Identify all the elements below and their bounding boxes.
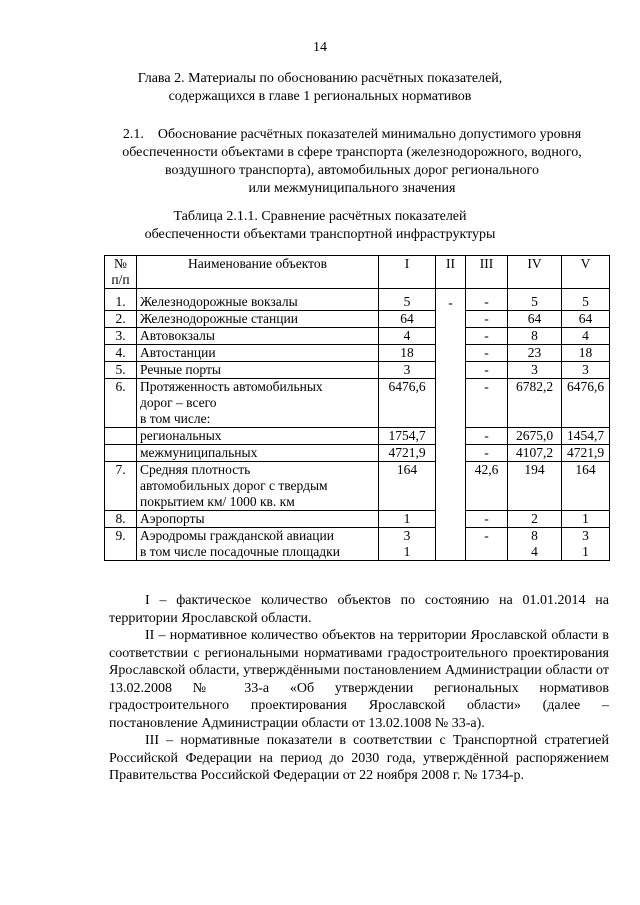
cell-v: 64	[562, 311, 610, 328]
cell-ii	[436, 445, 466, 462]
cell-iv: 2	[508, 511, 562, 528]
table-row	[105, 445, 610, 462]
cell-ii	[436, 428, 466, 445]
cell-v: 6476,6	[562, 379, 610, 428]
cell-ii	[436, 311, 466, 328]
row-num: 6.	[105, 379, 137, 428]
cell-iii: -	[466, 511, 508, 528]
table-header-row	[105, 256, 610, 289]
cell-ii	[436, 328, 466, 345]
cell-iii: -	[466, 345, 508, 362]
row-name: региональных	[137, 428, 379, 445]
row-name: Речные порты	[137, 362, 379, 379]
cell-i: 64	[379, 311, 436, 328]
header-col-iii: III	[466, 256, 508, 289]
chapter-title	[60, 70, 580, 106]
table-caption	[100, 208, 540, 244]
cell-i: 4721,9	[379, 445, 436, 462]
chapter-title-line: Глава 2. Материалы по обоснованию расчётных показателей,	[137, 71, 503, 86]
table-row	[105, 428, 610, 445]
table-row	[105, 379, 610, 428]
note-paragraph: I – фактическое количество объектов по состоянию на 01.01.2014 на территории Ярославской области.	[109, 593, 609, 626]
cell-iv: 2675,0	[508, 428, 562, 445]
row-num: 5.	[105, 362, 137, 379]
note-paragraph: II – нормативное количество объектов на территории Ярославской области в соответствии с региональными нормативами градостроительного проектирования Ярославской области, утверждёнными постановлением Администрации области от 13.02.2008 № 33-а «Об утверждении региональных нормативов градостроительного проектирования Ярославской области» (далее – постановление Администрации области от 13.02.1008 № 33-а).	[109, 628, 609, 731]
row-name: Средняя плотность автомобильных дорог с твердым покрытием км/ 1000 кв. км	[137, 462, 379, 511]
header-num: № п/п	[105, 256, 137, 289]
cell-v: 3	[562, 362, 610, 379]
row-num: 8.	[105, 511, 137, 528]
table-row	[105, 311, 610, 328]
cell-v: 1	[562, 511, 610, 528]
row-num: 9.	[105, 528, 137, 561]
cell-iii: -	[466, 445, 508, 462]
transport-infrastructure-table	[104, 255, 610, 561]
section-title-line: обеспеченности объектами в сфере транспорта (железнодорожного, водного,	[122, 145, 582, 160]
section-title-line: или межмуниципального значения	[248, 181, 456, 196]
table-row	[105, 345, 610, 362]
cell-v: 1454,7	[562, 428, 610, 445]
row-num: 4.	[105, 345, 137, 362]
cell-ii	[436, 528, 466, 561]
cell-iv: 5	[508, 289, 562, 311]
table-row	[105, 528, 610, 561]
cell-iii: -	[466, 289, 508, 311]
row-num: 1.	[105, 289, 137, 311]
cell-v: 4	[562, 328, 610, 345]
cell-i: 18	[379, 345, 436, 362]
row-name: Протяженность автомобильных дорог – всего в том числе:	[137, 379, 379, 428]
cell-v: 3 1	[562, 528, 610, 561]
cell-v: 4721,9	[562, 445, 610, 462]
cell-iii: -	[466, 311, 508, 328]
table-row	[105, 362, 610, 379]
cell-i: 1	[379, 511, 436, 528]
cell-iii: -	[466, 428, 508, 445]
cell-i: 6476,6	[379, 379, 436, 428]
header-col-iv: IV	[508, 256, 562, 289]
table-row	[105, 511, 610, 528]
cell-iv: 23	[508, 345, 562, 362]
cell-i: 1754,7	[379, 428, 436, 445]
row-name: Автовокзалы	[137, 328, 379, 345]
table-row	[105, 289, 610, 311]
row-name: Железнодорожные вокзалы	[137, 289, 379, 311]
header-col-i: I	[379, 256, 436, 289]
row-num: 3.	[105, 328, 137, 345]
row-name: Железнодорожные станции	[137, 311, 379, 328]
cell-iv: 64	[508, 311, 562, 328]
row-num: 2.	[105, 311, 137, 328]
header-name: Наименование объектов	[137, 256, 379, 289]
header-col-ii: II	[436, 256, 466, 289]
table-row	[105, 462, 610, 511]
cell-ii	[436, 345, 466, 362]
row-name: Автостанции	[137, 345, 379, 362]
cell-i: 3 1	[379, 528, 436, 561]
cell-v: 18	[562, 345, 610, 362]
cell-iv: 8	[508, 328, 562, 345]
cell-i: 164	[379, 462, 436, 511]
note-paragraph: III – нормативные показатели в соответствии с Транспортной стратегией Российской Федерации на период до 2030 года, утверждённой распоряжением Правительства Российской Федерации от 22 ноября 2008 г. № 1734-р.	[109, 733, 609, 783]
table-row	[105, 328, 610, 345]
cell-iv: 4107,2	[508, 445, 562, 462]
row-num	[105, 445, 137, 462]
cell-i: 5	[379, 289, 436, 311]
row-name: Аэропорты	[137, 511, 379, 528]
chapter-title-line: содержащихся в главе 1 региональных нормативов	[168, 89, 472, 104]
cell-i: 4	[379, 328, 436, 345]
page-number: 14	[313, 40, 327, 55]
cell-iii: -	[466, 528, 508, 561]
cell-v: 164	[562, 462, 610, 511]
row-num: 7.	[105, 462, 137, 511]
section-title-line	[96, 126, 608, 144]
cell-iii: -	[466, 362, 508, 379]
header-col-v: V	[562, 256, 610, 289]
cell-ii	[436, 379, 466, 428]
table-caption-line: Таблица 2.1.1. Сравнение расчётных показателей	[173, 209, 467, 224]
cell-v: 5	[562, 289, 610, 311]
row-num	[105, 428, 137, 445]
cell-ii: -	[436, 289, 466, 311]
section-title	[96, 126, 608, 198]
cell-iv: 6782,2	[508, 379, 562, 428]
cell-ii	[436, 362, 466, 379]
section-title-text: Обоснование расчётных показателей минимально допустимого уровня	[157, 127, 582, 142]
row-name: межмуниципальных	[137, 445, 379, 462]
cell-ii	[436, 462, 466, 511]
cell-iii: -	[466, 379, 508, 428]
section-number: 2.1.	[122, 127, 144, 142]
section-title-line: воздушного транспорта), автомобильных дорог регионального	[164, 163, 540, 178]
row-name: Аэродромы гражданской авиации в том числе посадочные площадки	[137, 528, 379, 561]
cell-iv: 3	[508, 362, 562, 379]
table-caption-line: обеспеченности объектами транспортной инфраструктуры	[144, 227, 496, 242]
cell-i: 3	[379, 362, 436, 379]
cell-ii	[436, 511, 466, 528]
cell-iii: -	[466, 328, 508, 345]
cell-iii: 42,6	[466, 462, 508, 511]
notes	[109, 592, 609, 785]
cell-iv: 8 4	[508, 528, 562, 561]
cell-iv: 194	[508, 462, 562, 511]
